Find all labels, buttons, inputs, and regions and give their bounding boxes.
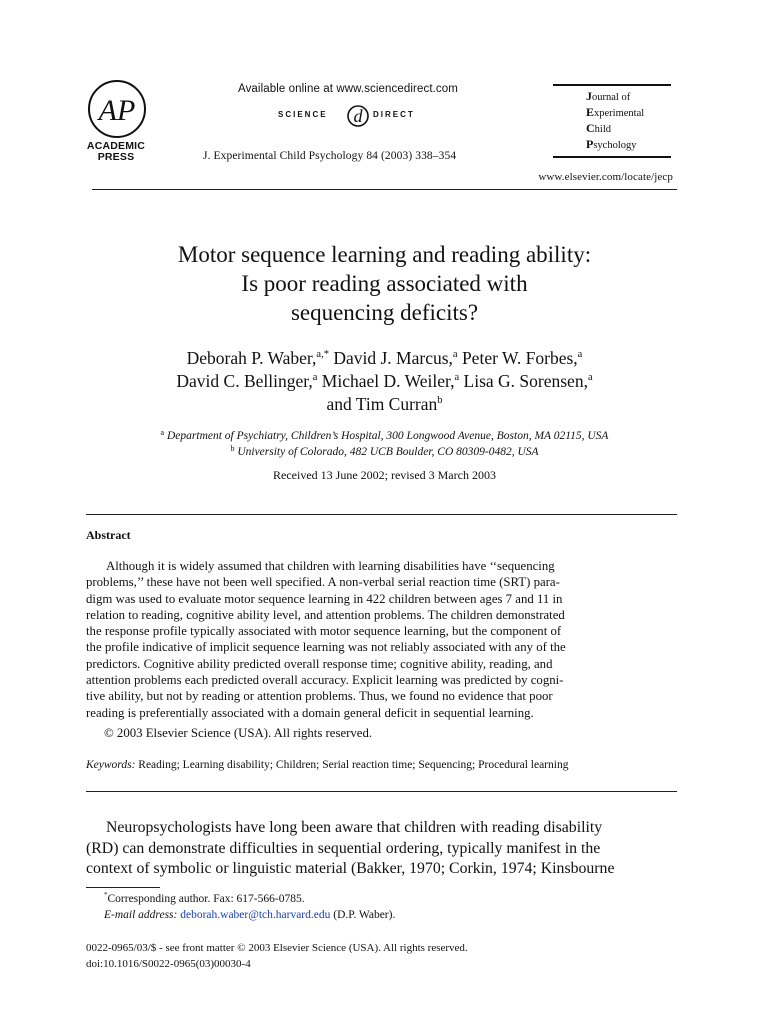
- author-affiliation-mark: a: [454, 372, 460, 383]
- title-line-3: sequencing deficits?: [290, 300, 479, 325]
- abstract-line: reading is preferentially associated with a domain general deficit in sequential learning.: [86, 705, 534, 720]
- title-line-2: Is poor reading associated with: [241, 271, 528, 296]
- abstract-bottom-rule: [86, 791, 677, 792]
- corresponding-author-note: *Corresponding author. Fax: 617-566-0785.: [104, 891, 305, 905]
- abstract-line: the response profile typically associated with motor sequence learning, but the component of: [86, 624, 562, 639]
- academic-press-logo-icon: [86, 78, 148, 140]
- received-dates: Received 13 June 2002; revised 3 March 2003: [273, 468, 496, 482]
- keywords: [86, 759, 686, 771]
- intro-line: context of symbolic or linguistic material (Bakker, 1970; Corkin, 1974; Kinsbourne: [86, 860, 615, 878]
- header-divider: [92, 189, 677, 190]
- abstract-line: digm was used to evaluate motor sequence learning in 422 children between ages 7 and 11 in: [86, 591, 563, 606]
- journal-url-link[interactable]: www.elsevier.com/locate/jecp: [538, 171, 673, 183]
- publisher-name-line2: PRESS: [97, 151, 135, 163]
- abstract-line: predictors. Cognitive ability predicted overall response time; cognitive ability, reading, and: [86, 656, 553, 671]
- journal-box-bottom-rule: [553, 156, 671, 158]
- journal-box-top-rule: [553, 84, 671, 86]
- author-affiliation-mark: a: [577, 349, 583, 360]
- author-name: Peter W. Forbes,: [461, 348, 578, 368]
- author-email-link[interactable]: deborah.waber@tch.harvard.edu: [180, 909, 331, 921]
- abstract-heading: Abstract: [86, 528, 131, 542]
- svg-text:AP: AP: [98, 94, 136, 127]
- abstract-line: attention problems each predicted overall accuracy. Explicit learning was predicted by cogni-: [86, 673, 564, 688]
- author-affiliation-mark: b: [437, 395, 443, 406]
- keywords-list: Reading; Learning disability; Children; Serial reaction time; Sequencing; Procedural learning: [138, 759, 569, 771]
- svg-text:DIRECT: DIRECT: [373, 110, 415, 119]
- author-affiliation-mark: a: [452, 349, 458, 360]
- author-affiliation-mark: a: [587, 372, 593, 383]
- issn-line: 0022-0965/03/$ - see front matter © 2003 Elsevier Science (USA). All rights reserved.: [86, 942, 468, 954]
- author-name: David J. Marcus,: [333, 348, 453, 368]
- footnote-rule: [86, 887, 160, 888]
- journal-reference: J. Experimental Child Psychology 84 (2003) 338–354: [203, 150, 457, 162]
- svg-text:d: d: [353, 106, 363, 126]
- author-name: Michael D. Weiler,: [321, 371, 455, 391]
- available-online-text: Available online at www.sciencedirect.com: [238, 83, 458, 95]
- title-line-1: Motor sequence learning and reading ability:: [177, 242, 592, 267]
- abstract-line: Although it is widely assumed that children with learning disabilities have ‘‘sequencing: [106, 559, 555, 573]
- publisher-name: [70, 141, 162, 163]
- sciencedirect-logo-icon: [278, 100, 438, 132]
- intro-line: (RD) can demonstrate difficulties in sequential ordering, typically manifest in the: [86, 839, 601, 857]
- author-affiliation-mark: a,*: [316, 349, 329, 360]
- svg-text:SCIENCE: SCIENCE: [278, 110, 328, 119]
- author-list: [92, 347, 677, 416]
- publisher-name-line1: ACADEMIC: [86, 140, 146, 152]
- author-name: David C. Bellinger,: [176, 371, 313, 391]
- author-name: Deborah P. Waber,: [186, 348, 317, 368]
- abstract-line: problems,’’ these have not been well specified. A non-verbal serial reaction time (SRT) para-: [86, 575, 560, 590]
- author-affiliation-mark: a: [312, 372, 318, 383]
- abstract-text: [86, 558, 677, 721]
- affiliation-b: $^b$ University of Colorado, 482 UCB Boulder, CO 80309-0482, USA: [230, 444, 539, 458]
- intro-paragraph: [86, 818, 677, 880]
- article-title: [92, 240, 677, 327]
- author-name: and Tim Curran: [326, 394, 438, 414]
- doi-line: doi:10.1016/S0022-0965(03)00030-4: [86, 958, 251, 970]
- abstract-copyright: © 2003 Elsevier Science (USA). All rights reserved.: [104, 726, 373, 740]
- keywords-label: Keywords:: [86, 759, 136, 771]
- author-name: Lisa G. Sorensen,: [463, 371, 588, 391]
- journal-title-box: [553, 84, 671, 158]
- abstract-line: relation to reading, cognitive ability level, and attention problems. The children demonstrated: [86, 607, 565, 622]
- abstract-line: tive ability, but not by reading or attention problems. Thus, we found no evidence that poor: [86, 689, 553, 704]
- journal-title-words: Journal of Experimental Child Psychology: [586, 89, 645, 151]
- affiliations: [92, 428, 677, 460]
- abstract-line: the profile indicative of implicit sequence learning was not reliably associated with any of the: [86, 640, 566, 655]
- affiliation-a: $^a$ Department of Psychiatry, Children’s Hospital, 300 Longwood Avenue, Boston, MA 02115, USA: [160, 428, 609, 442]
- email-note: E-mail address: deborah.waber@tch.harvard.edu (D.P. Waber).: [104, 909, 396, 921]
- intro-line: Neuropsychologists have long been aware that children with reading disability: [106, 819, 603, 836]
- abstract-top-rule: [86, 514, 677, 515]
